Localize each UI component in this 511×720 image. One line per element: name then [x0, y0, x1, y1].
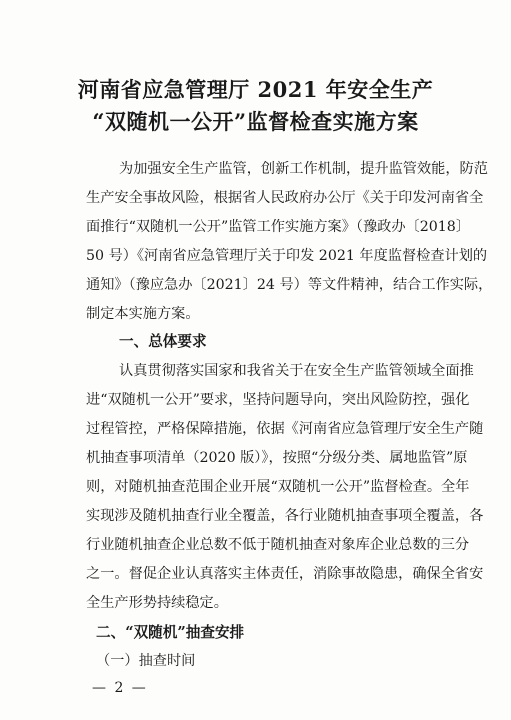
section-2-subheading: （一）抽查时间 — [96, 653, 196, 669]
section-2-heading: 二、“双随机”抽查安排 — [96, 624, 245, 641]
section-1-line: 实现涉及随机抽查行业全覆盖，各行业随机抽查事项全覆盖，各 — [86, 508, 484, 524]
intro-line: 生产安全事故风险，根据省人民政府办公厅《关于印发河南省全 — [86, 190, 484, 206]
intro-line: 制定本实施方案。 — [86, 306, 200, 322]
section-1-line: 之一。督促企业认真落实主体责任，消除事故隐患，确保全省安 — [86, 566, 484, 582]
section-1-line: 过程管控，严格保障措施，依据《河南省应急管理厅安全生产随 — [86, 421, 484, 437]
section-1-line: 机抽查事项清单（2020 版）》，按照“分级分类、属地监管”原 — [86, 450, 468, 466]
document-title-line-2: “双随机一公开”监督检查实施方案 — [92, 109, 419, 134]
section-1-line: 则，对随机抽查范围企业开展“双随机一公开”监督检查。全年 — [86, 479, 470, 495]
section-1-heading: 一、总体要求 — [119, 333, 207, 350]
document-title-line-1: 河南省应急管理厅 2021 年安全生产 — [77, 77, 434, 102]
intro-line: 50 号）《河南省应急管理厅关于印发 2021 年度监督检查计划的 — [86, 248, 488, 264]
intro-line: 通知》（豫应急办〔2021〕24 号）等文件精神，结合工作实际， — [86, 277, 493, 293]
section-1-line: 进“双随机一公开”要求，坚持问题导向，突出风险防控，强化 — [86, 392, 470, 408]
page-number: — 2 — — [92, 680, 148, 696]
intro-line: 为加强安全生产监管，创新工作机制，提升监管效能，防范 — [119, 161, 488, 177]
intro-line: 面推行“双随机一公开”监管工作实施方案》（豫政办〔2018〕 — [86, 219, 471, 235]
section-1-line: 行业随机抽查企业总数不低于随机抽查对象库企业总数的三分 — [86, 537, 470, 553]
section-1-line: 全生产形势持续稳定。 — [86, 595, 228, 611]
section-1-line: 认真贯彻落实国家和我省关于在安全生产监管领域全面推 — [119, 363, 474, 379]
